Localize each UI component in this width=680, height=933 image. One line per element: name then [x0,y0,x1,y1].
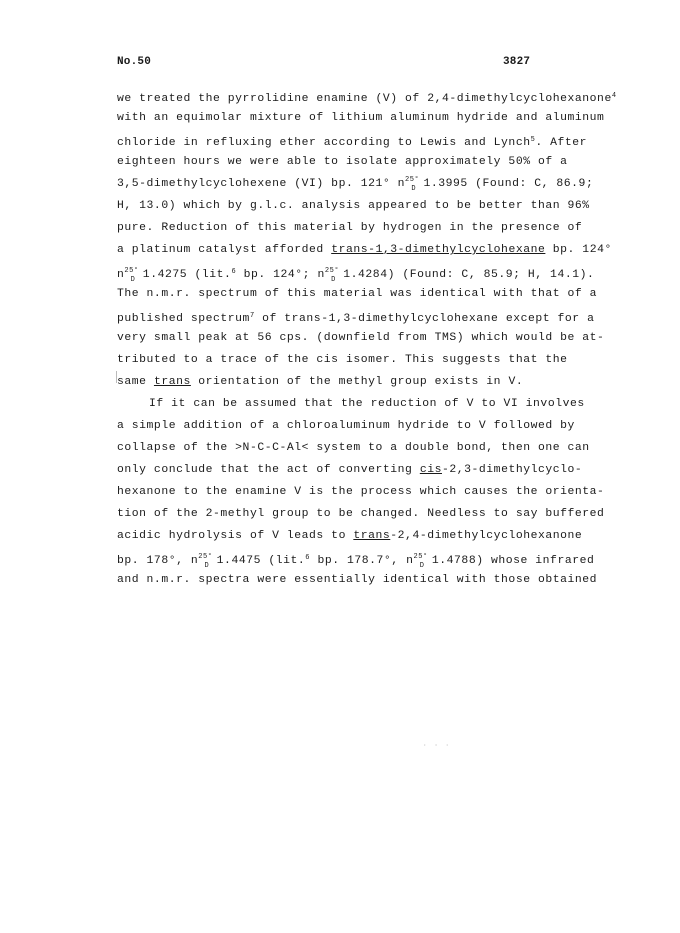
text-line: bp. 178°, $n^{25^\circ}_D$ 1.4475 (lit.$^6$ bp. 178.7°, $n^{25^\circ}_D$ 1.4788) whose infrared [117,553,595,570]
text-line: tion of the 2-methyl group to be changed. Needless to say buffered [117,508,605,520]
text-line: a simple addition of a chloroaluminum hydride to V followed by [117,420,575,432]
text-line: we treated the pyrrolidine enamine (V) of 2,4-dimethylcyclohexanone$^4$ [117,92,617,105]
text-line: chloride in refluxing ether according to Lewis and Lynch$^5$. After [117,136,588,149]
text-line: eighteen hours we were able to isolate approximately 50% of a [117,156,568,168]
text-line: If it can be assumed that the reduction of V to VI involves [149,398,585,410]
text-line: published spectrum$^7$ of trans-1,3-dimethylcyclohexane except for a [117,312,595,325]
text-line: pure. Reduction of this material by hydrogen in the presence of [117,222,583,234]
journal-issue: No.50 [117,56,152,68]
text-line: H, 13.0) which by g.l.c. analysis appeared to be better than 96% [117,200,590,212]
text-line: and n.m.r. spectra were essentially identical with those obtained [117,574,598,586]
text-line: only conclude that the act of converting cis-2,3-dimethylcyclo- [117,464,583,476]
page-number: 3827 [503,56,531,68]
text-line: very small peak at 56 cps. (downfield from TMS) which would be at- [117,332,605,344]
text-line: with an equimolar mixture of lithium aluminum hydride and aluminum [117,112,605,124]
scan-speck: · · · [423,742,452,749]
text-line: 3,5-dimethylcyclohexene (VI) bp. 121° $n^{25^\circ}_D$ 1.3995 (Found: C, 86.9; [117,176,594,193]
text-line: hexanone to the enamine V is the process which causes the orienta- [117,486,605,498]
text-line: The n.m.r. spectrum of this material was identical with that of a [117,288,598,300]
text-line: $n^{25^\circ}_D$ 1.4275 (lit.$^6$ bp. 124°; $n^{25^\circ}_D$ 1.4284) (Found: C, 85.9; H, 14.1). [117,267,595,284]
text-line: a platinum catalyst afforded trans-1,3-dimethylcyclohexane bp. 124° [117,244,612,256]
text-line: tributed to a trace of the cis isomer. This suggests that the [117,354,568,366]
text-line: acidic hydrolysis of V leads to trans-2,4-dimethylcyclohexanone [117,530,583,542]
text-line: same trans orientation of the methyl group exists in V. [117,376,524,388]
text-line: collapse of the >N-C-C-Al< system to a double bond, then one can [117,442,590,454]
